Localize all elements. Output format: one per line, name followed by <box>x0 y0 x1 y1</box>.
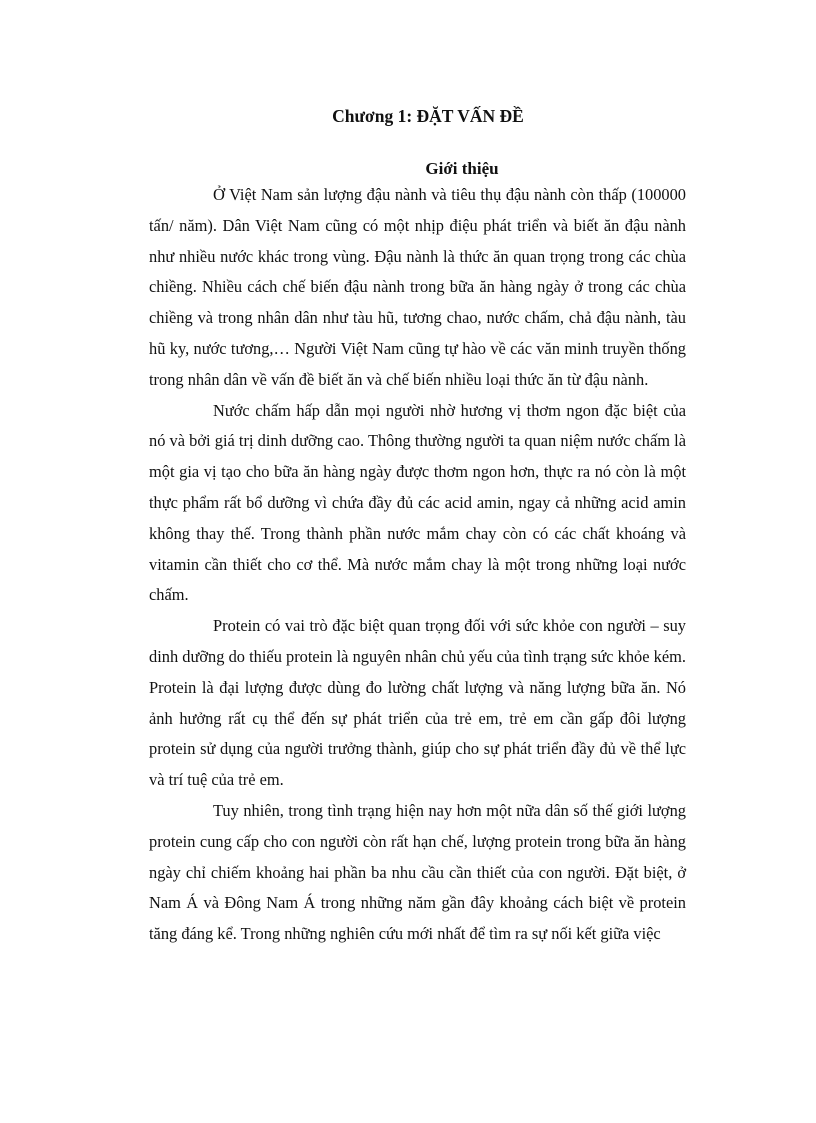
section-title: Giới thiệu <box>425 159 499 178</box>
chapter-title: Chương 1: ĐẶT VẤN ĐỀ <box>332 106 524 126</box>
paragraph: Protein có vai trò đặc biệt quan trọng đối với sức khỏe con người – suy dinh dưỡng do thiếu protein là nguyên nhân chủ yếu của tình trạng sức khỏe kém. Protein là đại lượng được dùng đo lường chất lượng và năng lượng bữa ăn. Nó ảnh hưởng rất cụ thể đến sự phát triển của trẻ em, trẻ em cần gấp đôi lượng protein sử dụng của người trưởng thành, giúp cho sự phát triển đầy đủ về thể lực và trí tuệ của trẻ em. <box>149 616 686 790</box>
paragraph: Nước chấm hấp dẫn mọi người nhờ hương vị thơm ngon đặc biệt của nó và bởi giá trị dinh dưỡng cao. Thông thường người ta quan niệm nước chấm là một gia vị tạo cho bữa ăn hàng ngày được thơm ngon hơn, thực ra nó còn là một thực phẩm rất bổ dưỡng vì chứa đầy đủ các acid amin, ngay cả những acid amin không thay thế. Trong thành phần nước mắm chay còn có các chất khoáng và vitamin cần thiết cho cơ thể. Mà nước mắm chay là một trong những loại nước chấm. <box>149 400 686 605</box>
paragraph: Ở Việt Nam sản lượng đậu nành và tiêu thụ đậu nành còn thấp (100000 tấn/ năm). Dân Việt Nam cũng có một nhịp điệu phát triển và biết ăn đậu nành như nhiều nước khác trong vùng. Đậu nành là thức ăn quan trọng trong các chùa chiềng. Nhiều cách chế biến đậu nành trong bữa ăn hàng ngày ở trong các chùa chiềng và trong nhân dân như tàu hũ, tương chao, nước chấm, chả đậu nành, tàu hũ ky, nước tương,… Người Việt Nam cũng tự hào về các văn minh truyền thống trong nhân dân về vấn đề biết ăn và chế biến nhiều loại thức ăn từ đậu nành. <box>149 185 686 389</box>
paragraph: Tuy nhiên, trong tình trạng hiện nay hơn một nữa dân số thế giới lượng protein cung cấp cho con người còn rất hạn chế, lượng protein trong bữa ăn hàng ngày chỉ chiếm khoảng hai phần ba nhu cầu cần thiết của con người. Đặt biệt, ở Nam Á và Đông Nam Á trong những năm gần đây khoảng cách biệt về protein tăng đáng kể. Trong những nghiên cứu mới nhất để tìm ra sự nối kết giữa việc <box>149 800 686 944</box>
body-text <box>149 180 686 950</box>
